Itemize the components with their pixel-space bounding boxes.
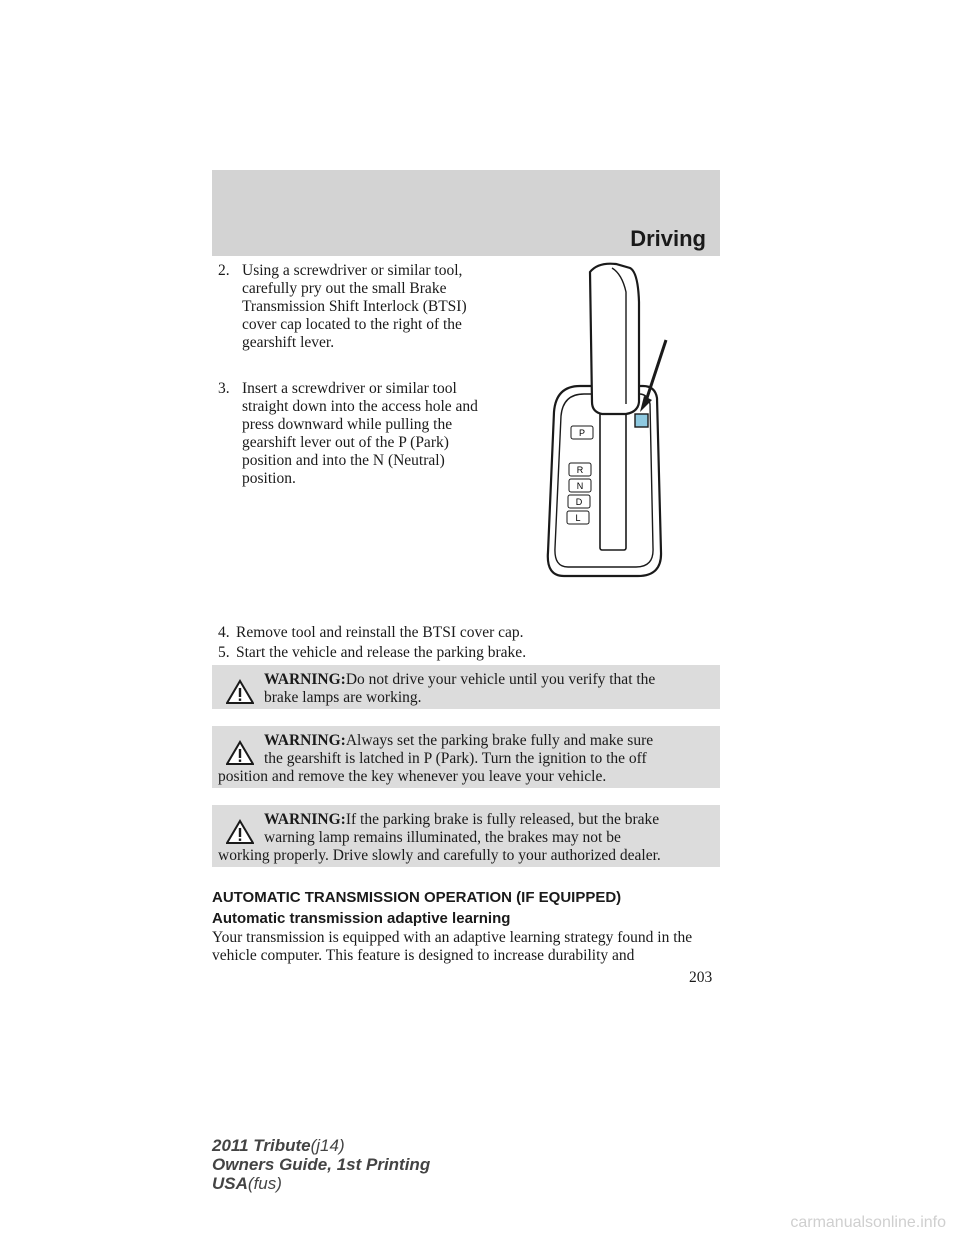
step-4: [218, 624, 718, 642]
step-2: [218, 262, 478, 352]
warning-text: Do not drive your vehicle until you verify that the: [345, 671, 656, 688]
print-footer: [212, 1136, 430, 1193]
footer-printing: Owners Guide, 1st Printing: [212, 1155, 431, 1174]
warning-triangle-icon: [226, 819, 254, 845]
step-number: 5.: [218, 644, 230, 661]
step-text: Insert a screwdriver or similar tool straight down into the access hole and press downward while pulling the gearshift lever out of the P (Park) position and into the N (Neutral) position.: [242, 380, 478, 487]
gear-label: N: [576, 481, 584, 491]
warning-text: warning lamp remains illuminated, the brakes may not be: [264, 829, 621, 846]
watermark: carmanualsonline.info: [790, 1214, 946, 1231]
subsection-heading: Automatic transmission adaptive learning: [212, 910, 511, 927]
step-text: Remove tool and reinstall the BTSI cover cap.: [236, 624, 524, 641]
gear-label: D: [575, 497, 583, 507]
warning-text: If the parking brake is fully released, but the brake: [345, 811, 660, 828]
gear-label: R: [576, 465, 584, 475]
page-number: 203: [689, 969, 713, 986]
footer-market: USA: [212, 1174, 248, 1193]
warning-text: working properly. Drive slowly and carefully to your authorized dealer.: [218, 847, 661, 864]
gearshift-diagram: [540, 262, 670, 584]
warning-box: [212, 726, 720, 788]
warning-text: the gearshift is latched in P (Park). Turn the ignition to the off: [264, 750, 647, 767]
warning-triangle-icon: [226, 740, 254, 766]
footer-code: (j14): [310, 1136, 345, 1155]
step-number: 3.: [218, 380, 230, 397]
step-3: [218, 380, 478, 488]
btsi-cap: [635, 414, 648, 427]
warning-triangle-icon: [226, 679, 254, 705]
warning-box: [212, 805, 720, 867]
step-text: Using a screwdriver or similar tool, carefully pry out the small Brake Transmission Shift Interlock (BTSI) cover cap located to the right of the gearshift lever.: [242, 262, 467, 351]
warning-text: brake lamps are working.: [264, 689, 422, 706]
warning-text: position and remove the key whenever you leave your vehicle.: [218, 768, 607, 785]
warning-text: Always set the parking brake fully and make sure: [345, 732, 654, 749]
warning-label: WARNING:: [264, 732, 346, 749]
step-text: Start the vehicle and release the parking brake.: [236, 644, 527, 661]
footer-model: 2011 Tribute: [212, 1136, 311, 1155]
section-title: Driving: [630, 226, 706, 251]
section-header-band: [212, 170, 720, 256]
gear-label: P: [578, 428, 586, 438]
step-number: 4.: [218, 624, 230, 641]
footer-market-code: (fus): [247, 1174, 282, 1193]
gear-label: L: [575, 513, 581, 523]
gearshift-illustration: [540, 262, 670, 584]
warning-label: WARNING:: [264, 811, 346, 828]
body-paragraph: Your transmission is equipped with an adaptive learning strategy found in the vehicle computer. This feature is designed to increase durability and: [212, 929, 693, 964]
step-number: 2.: [218, 262, 230, 279]
step-5: [218, 644, 718, 662]
section-heading: AUTOMATIC TRANSMISSION OPERATION (IF EQUIPPED): [212, 889, 622, 906]
warning-box: [212, 665, 720, 709]
warning-label: WARNING:: [264, 671, 346, 688]
